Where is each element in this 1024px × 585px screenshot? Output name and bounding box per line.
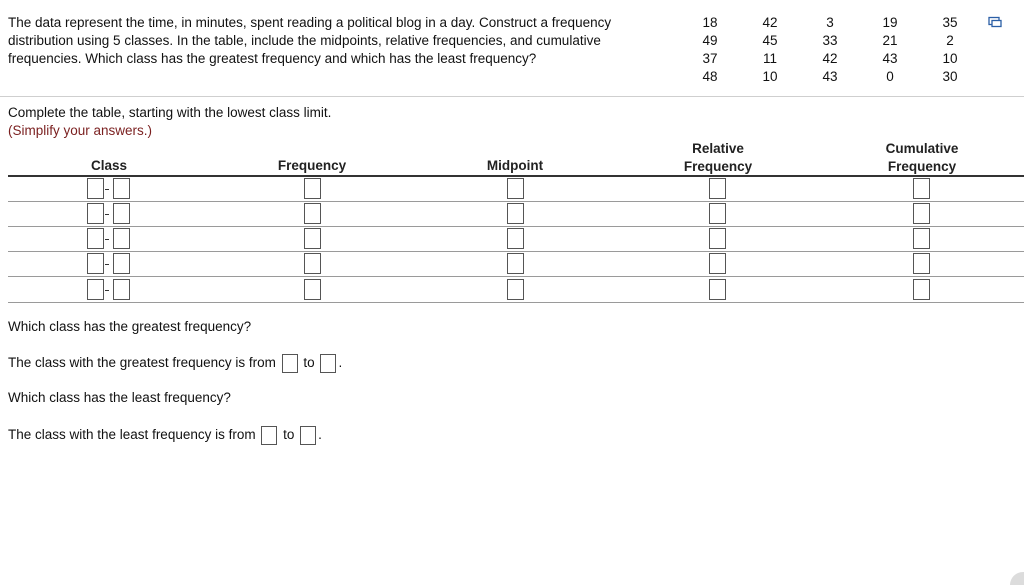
cumulative-frequency-input[interactable]	[913, 203, 930, 224]
data-row	[680, 32, 990, 50]
table-header-rule	[8, 175, 1024, 177]
class-dash	[105, 239, 109, 240]
class-upper-limit-input[interactable]	[113, 253, 130, 274]
header-cumulative-line2: Frequency	[887, 159, 957, 174]
frequency-input[interactable]	[304, 279, 321, 300]
data-value: 33	[822, 33, 838, 48]
cumulative-frequency-input[interactable]	[913, 228, 930, 249]
class-upper-limit-input[interactable]	[113, 279, 130, 300]
data-value: 45	[762, 33, 778, 48]
class-dash	[105, 264, 109, 265]
table-row-rule	[8, 276, 1024, 277]
data-value: 18	[702, 15, 718, 30]
data-row	[680, 68, 990, 86]
data-value: 10	[942, 51, 958, 66]
data-row	[680, 50, 990, 68]
class-dash	[105, 214, 109, 215]
copy-data-icon[interactable]	[988, 16, 1002, 28]
frequency-input[interactable]	[304, 203, 321, 224]
problem-statement	[8, 14, 673, 68]
greatest-class-to-input[interactable]	[320, 354, 336, 373]
data-value: 21	[882, 33, 898, 48]
cumulative-frequency-input[interactable]	[913, 178, 930, 199]
table-row-rule	[8, 251, 1024, 252]
data-value: 10	[762, 69, 778, 84]
greatest-frequency-question: Which class has the greatest frequency?	[8, 319, 252, 334]
least-answer-prefix: The class with the least frequency is from	[8, 427, 256, 443]
data-value: 48	[702, 69, 718, 84]
greatest-answer-to: to	[303, 355, 315, 371]
midpoint-input[interactable]	[507, 178, 524, 199]
section-divider	[0, 96, 1024, 97]
cumulative-frequency-input[interactable]	[913, 253, 930, 274]
data-value: 0	[886, 69, 894, 84]
data-value: 3	[826, 15, 834, 30]
class-lower-limit-input[interactable]	[87, 178, 104, 199]
greatest-answer-prefix: The class with the greatest frequency is from	[8, 355, 276, 371]
midpoint-input[interactable]	[507, 228, 524, 249]
greatest-frequency-answer-line	[8, 354, 342, 373]
data-value: 37	[702, 51, 718, 66]
least-answer-period: .	[318, 427, 322, 443]
least-frequency-question: Which class has the least frequency?	[8, 390, 231, 405]
header-frequency: Frequency	[277, 158, 347, 173]
header-relative-frequency	[668, 140, 768, 176]
data-row	[680, 14, 990, 32]
header-midpoint: Midpoint	[486, 158, 544, 173]
corner-scroll-mark	[1010, 572, 1024, 585]
table-row-rule	[8, 226, 1024, 227]
class-lower-limit-input[interactable]	[87, 203, 104, 224]
instructions	[8, 104, 331, 140]
relative-frequency-input[interactable]	[709, 253, 726, 274]
data-value: 30	[942, 69, 958, 84]
problem-line: distribution using 5 classes. In the table, include the midpoints, relative frequencies, and cumulative	[8, 33, 601, 48]
header-relative-line2: Frequency	[683, 159, 753, 174]
data-value: 35	[942, 15, 958, 30]
class-upper-limit-input[interactable]	[113, 178, 130, 199]
midpoint-input[interactable]	[507, 203, 524, 224]
data-value: 11	[762, 51, 777, 66]
table-row-rule	[8, 201, 1024, 202]
header-cumulative-line1: Cumulative	[885, 141, 959, 156]
header-relative-line1: Relative	[692, 141, 744, 156]
greatest-class-from-input[interactable]	[282, 354, 298, 373]
data-value: 2	[946, 33, 954, 48]
data-value: 49	[702, 33, 718, 48]
data-values-grid	[680, 14, 990, 86]
class-lower-limit-input[interactable]	[87, 228, 104, 249]
least-class-to-input[interactable]	[300, 426, 316, 445]
frequency-input[interactable]	[304, 178, 321, 199]
relative-frequency-input[interactable]	[709, 228, 726, 249]
relative-frequency-input[interactable]	[709, 203, 726, 224]
table-row-rule	[8, 302, 1024, 303]
cumulative-frequency-input[interactable]	[913, 279, 930, 300]
frequency-input[interactable]	[304, 253, 321, 274]
data-value: 42	[822, 51, 838, 66]
midpoint-input[interactable]	[507, 253, 524, 274]
least-answer-to: to	[283, 427, 295, 443]
data-value: 43	[822, 69, 838, 84]
class-lower-limit-input[interactable]	[87, 253, 104, 274]
relative-frequency-input[interactable]	[709, 178, 726, 199]
midpoint-input[interactable]	[507, 279, 524, 300]
greatest-answer-period: .	[338, 355, 343, 371]
data-value: 19	[882, 15, 898, 30]
least-frequency-answer-line	[8, 426, 322, 445]
problem-line: The data represent the time, in minutes, spent reading a political blog in a day. Construct a frequency	[8, 15, 612, 30]
class-dash	[105, 290, 109, 291]
data-value: 42	[762, 15, 778, 30]
least-class-from-input[interactable]	[261, 426, 277, 445]
class-dash	[105, 189, 109, 190]
problem-line: frequencies. Which class has the greatest frequency and which has the least frequency?	[8, 51, 537, 66]
frequency-input[interactable]	[304, 228, 321, 249]
class-lower-limit-input[interactable]	[87, 279, 104, 300]
header-class: Class	[90, 158, 128, 173]
instruction-text: Complete the table, starting with the lowest class limit.	[8, 105, 332, 120]
header-cumulative-frequency	[862, 140, 982, 176]
instruction-hint: (Simplify your answers.)	[8, 123, 153, 138]
class-upper-limit-input[interactable]	[113, 203, 130, 224]
relative-frequency-input[interactable]	[709, 279, 726, 300]
data-value: 43	[882, 51, 898, 66]
class-upper-limit-input[interactable]	[113, 228, 130, 249]
